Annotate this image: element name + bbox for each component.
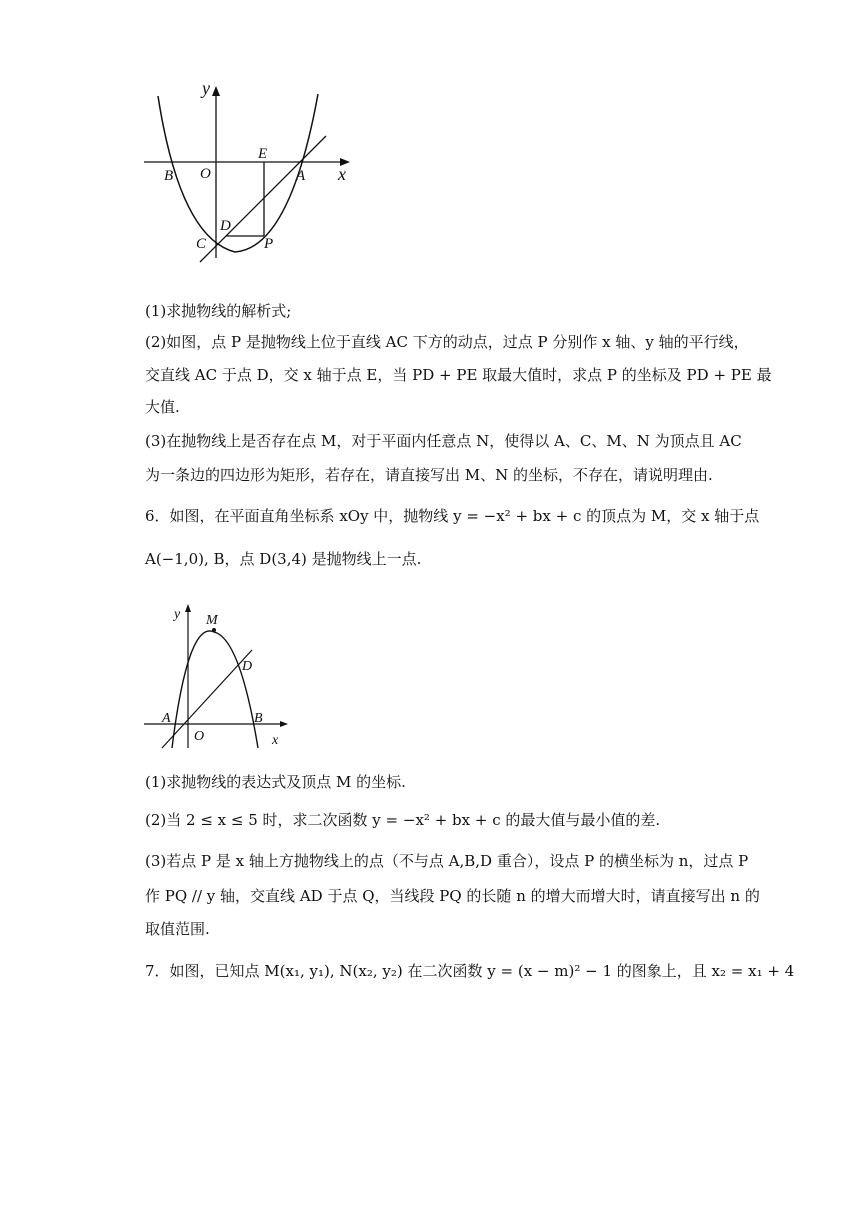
q5-part3-line2: 为一条边的四边形为矩形，若存在，请直接写出 M、N 的坐标，不存在，请说明理由.	[145, 466, 713, 484]
fig1-label-c: C	[196, 236, 207, 252]
fig2-label-a: A	[162, 711, 171, 726]
q6-part3-line2: 作 PQ // y 轴，交直线 AD 于点 Q，当线段 PQ 的长随 n 的增大而增大时，请直接写出 n 的	[145, 887, 760, 905]
q5-part2-line3: 大值.	[145, 398, 180, 416]
fig1-label-x: x	[338, 164, 346, 184]
fig2-label-b: B	[254, 711, 263, 726]
figure-1-parabola	[140, 78, 360, 268]
q7-stem-line1: 7．如图，已知点 M(x₁, y₁), N(x₂, y₂) 在二次函数 y = (x − m)² − 1 的图象上，且 x₂ = x₁ + 4	[145, 962, 795, 980]
fig2-y-arrow	[185, 604, 191, 612]
q5-part2-line1: (2)如图，点 P 是抛物线上位于直线 AC 下方的动点，过点 P 分别作 x 轴、y 轴的平行线，	[145, 333, 749, 351]
fig1-y-arrow	[212, 86, 220, 96]
fig2-label-m: M	[206, 613, 218, 628]
q6-part3-line1: (3)若点 P 是 x 轴上方抛物线上的点（不与点 A,B,D 重合），设点 P 的横坐标为 n，过点 P	[145, 852, 749, 870]
fig1-label-b: B	[164, 168, 174, 184]
fig2-x-arrow	[280, 721, 288, 727]
fig2-line-ad	[162, 650, 252, 748]
q6-stem-line2: A(−1,0), B，点 D(3,4) 是抛物线上一点.	[145, 550, 422, 568]
figure-2-parabola	[140, 598, 300, 758]
q6-part3-line3: 取值范围.	[145, 920, 210, 938]
fig2-label-o: O	[194, 729, 205, 744]
q6-stem-line1: 6．如图，在平面直角坐标系 xOy 中，抛物线 y = −x² + bx + c 的顶点为 M，交 x 轴于点	[145, 507, 760, 525]
fig1-label-e: E	[258, 146, 268, 162]
q5-part2-line2: 交直线 AC 于点 D，交 x 轴于点 E，当 PD + PE 取最大值时，求点 P 的坐标及 PD + PE 最	[145, 366, 772, 384]
fig1-parabola	[158, 94, 318, 252]
q5-part3-line1: (3)在抛物线上是否存在点 M，对于平面内任意点 N，使得以 A、C、M、N 为顶点且 AC	[145, 432, 742, 450]
fig1-label-o: O	[200, 166, 211, 182]
fig1-label-d: D	[220, 218, 231, 234]
q6-part2: (2)当 2 ≤ x ≤ 5 时，求二次函数 y = −x² + bx + c 的最大值与最小值的差.	[145, 811, 661, 829]
fig2-label-x: x	[272, 733, 279, 748]
q5-part1: (1)求抛物线的解析式;	[145, 302, 292, 320]
fig2-label-y: y	[174, 607, 181, 622]
fig1-label-a: A	[296, 168, 306, 184]
fig1-label-y: y	[202, 78, 210, 98]
fig2-vertex-dot	[212, 628, 216, 632]
fig2-label-d: D	[242, 659, 253, 674]
q6-part1: (1)求抛物线的表达式及顶点 M 的坐标.	[145, 773, 406, 791]
fig1-label-p: P	[264, 236, 274, 252]
